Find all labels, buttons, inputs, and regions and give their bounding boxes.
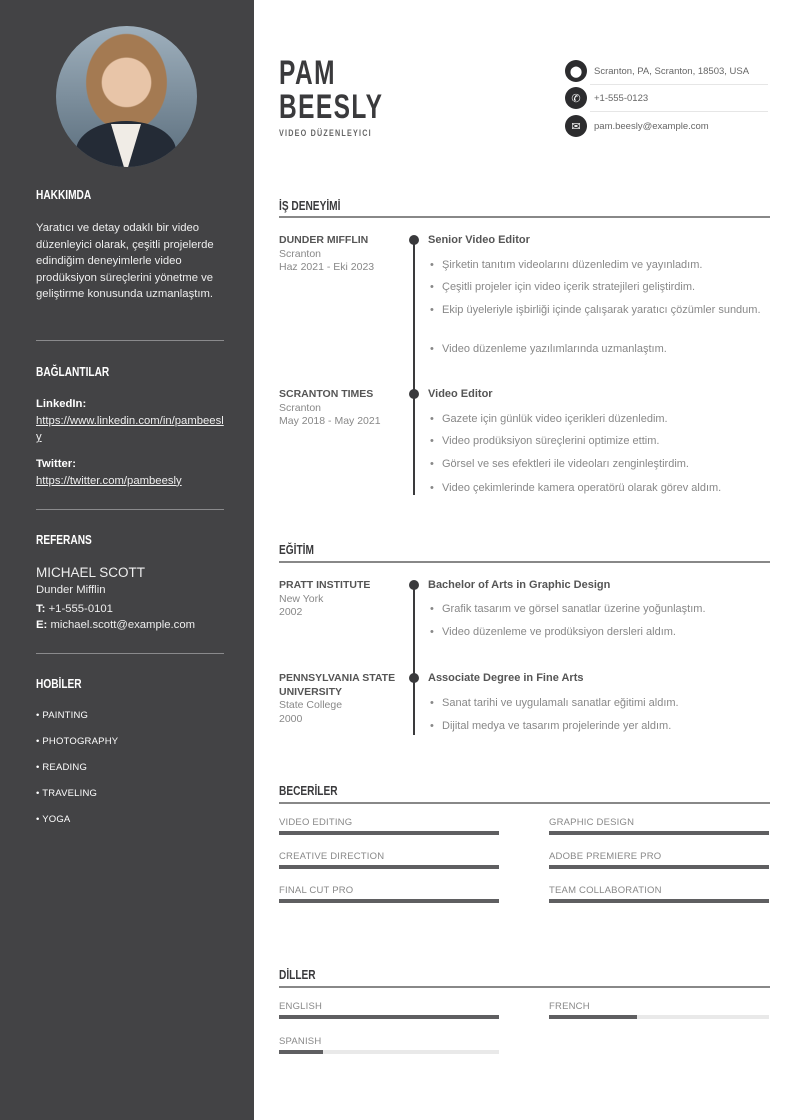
timeline-dot [409,673,419,683]
skills-level-bar [549,899,769,903]
education-org: PRATT INSTITUTE New York 2002 [279,579,371,618]
education-bullet: • Grafik tasarım ve görsel sanatlar üzerine yoğunlaştım. [430,602,765,617]
experience-org: DUNDER MIFFLIN Scranton Haz 2021 - Eki 2023 [279,234,375,273]
reference-name: MICHAEL SCOTT [36,565,146,580]
skills-level-bar [279,831,499,835]
education-role: Associate Degree in Fine Arts [428,672,584,684]
about-heading: HAKKIMDA [36,187,92,202]
divider [36,340,224,341]
sidebar [0,0,254,1120]
contact-address: Scranton, PA, Scranton, 18503, USA [594,66,750,77]
location-pin-icon: ⬤ [565,60,587,82]
reference-email: E: michael.scott@example.com [36,619,196,631]
experience-heading: İŞ DENEYİMİ [279,198,341,213]
reference-company: Dunder Mifflin [36,584,106,596]
links-heading: BAĞLANTILAR [36,364,110,379]
experience-bullet: • Video düzenleme yazılımlarında uzmanlaştım. [430,342,765,357]
languages-label: FRENCH [549,1001,590,1012]
experience-bullet: • Video prodüksiyon süreçlerini optimize ettim. [430,434,765,449]
skills-label: VIDEO EDITING [279,817,353,828]
contact-phone: +1-555-0123 [594,93,649,104]
experience-bullet: • Gazete için günlük video içerikleri düzenledim. [430,412,765,427]
profile-photo [56,26,197,167]
skills-label: TEAM COLLABORATION [549,885,662,896]
linkedin-link-block [36,396,228,446]
divider [279,561,770,563]
skills-level-bar [279,899,499,903]
phone-icon: ✆ [565,87,587,109]
skills-level-bar [549,831,769,835]
experience-bullet: • Ekip üyeleriyle işbirliği içinde çalışarak yaratıcı çözümler sundum. [430,303,765,318]
languages-level-bar [279,1050,499,1054]
languages-label: ENGLISH [279,1001,323,1012]
skills-label: GRAPHIC DESIGN [549,817,635,828]
skills-heading: BECERİLER [279,783,338,798]
divider [36,653,224,654]
experience-bullet: • Şirketin tanıtım videolarını düzenledim ve yayınladım. [430,258,765,273]
twitter-link[interactable]: https://twitter.com/pambeesly [36,474,182,487]
education-org: PENNSYLVANIA STATE UNIVERSITY State College 2000 [279,672,396,725]
divider [279,802,770,804]
languages-level-bar [279,1015,499,1019]
timeline-dot [409,389,419,399]
experience-bullet: • Çeşitli projeler için video içerik stratejileri geliştirdim. [430,280,765,295]
skills-label: FINAL CUT PRO [279,885,354,896]
job-title: VIDEO DÜZENLEYICI [279,128,372,138]
timeline-dot [409,580,419,590]
email-icon: ✉ [565,115,587,137]
timeline-dot [409,235,419,245]
languages-level-bar [549,1015,769,1019]
skills-label: ADOBE PREMIERE PRO [549,851,662,862]
linkedin-link[interactable]: https://www.linkedin.com/in/pambeesly [36,414,224,443]
twitter-label: Twitter: [36,458,76,470]
divider [279,216,770,218]
education-bullet: • Sanat tarihi ve uygulamalı sanatlar eğitimi aldım. [430,696,765,711]
timeline [413,585,415,735]
first-name: PAM [279,54,336,92]
divider [590,84,768,85]
timeline [413,240,415,495]
experience-bullet: • Video çekimlerinde kamera operatörü olarak görev aldım. [430,481,765,496]
hobbies-heading: HOBİLER [36,676,82,691]
experience-org: SCRANTON TIMES Scranton May 2018 - May 2021 [279,388,381,427]
reference-phone: T: +1-555-0101 [36,603,113,615]
languages-heading: DİLLER [279,967,316,982]
hobby-item: • PHOTOGRAPHY [36,736,119,747]
experience-role: Senior Video Editor [428,234,530,246]
experience-bullet: • Görsel ve ses efektleri ile videoları zenginleştirdim. [430,457,765,472]
education-bullet: • Dijital medya ve tasarım projelerinde yer aldım. [430,719,765,734]
twitter-link-block [36,456,228,489]
education-heading: EĞİTİM [279,542,314,557]
contact-email[interactable]: pam.beesly@example.com [594,121,709,132]
skills-level-bar [279,865,499,869]
experience-role: Video Editor [428,388,493,400]
education-role: Bachelor of Arts in Graphic Design [428,579,611,591]
hobby-item: • TRAVELING [36,788,98,799]
about-text: Yaratıcı ve detay odaklı bir video düzenleyici olarak, çeşitli projelerde edindiğim deneyimlerle video prodüksiyon süreçlerini yönetme ve geliştirme konusunda uzmanlaştım. [36,222,214,300]
hobby-item: • PAINTING [36,710,89,721]
linkedin-label: LinkedIn: [36,398,87,410]
divider [36,509,224,510]
divider [590,111,768,112]
education-bullet: • Video düzenleme ve prodüksiyon dersleri aldım. [430,625,765,640]
languages-label: SPANISH [279,1035,322,1047]
divider [279,986,770,988]
skills-level-bar [549,865,769,869]
last-name: BEESLY [279,88,384,126]
hobby-item: • READING [36,762,88,773]
hobby-item: • YOGA [36,814,71,825]
skills-label: CREATIVE DIRECTION [279,851,385,862]
reference-heading: REFERANS [36,532,92,547]
